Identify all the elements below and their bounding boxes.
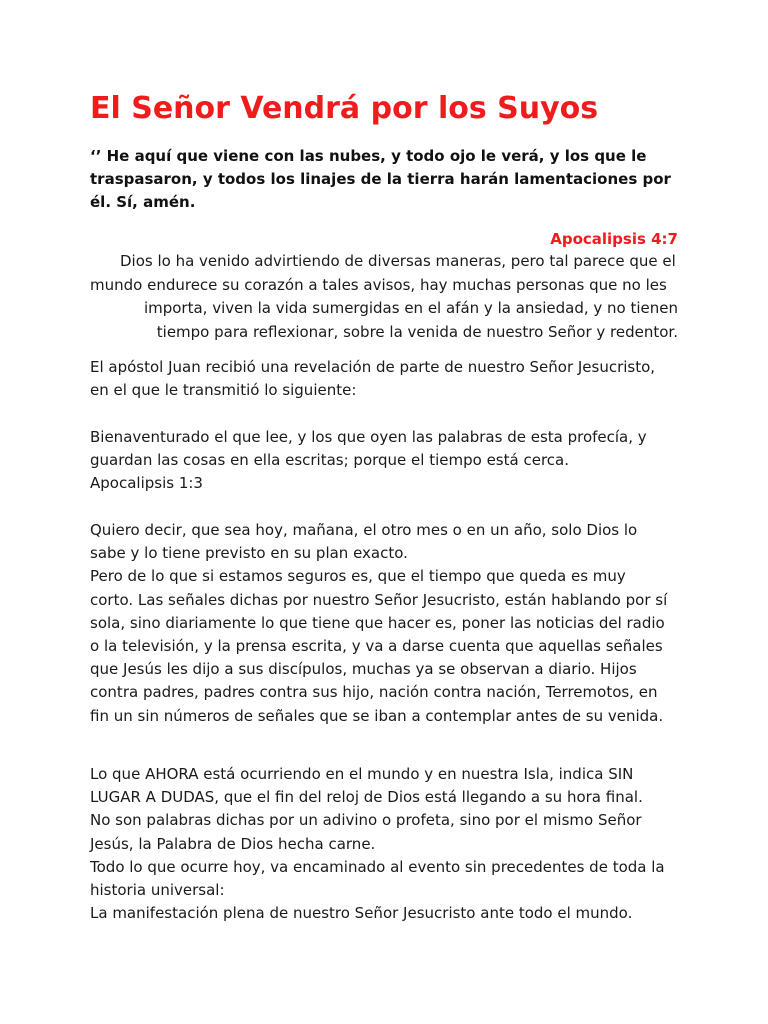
paragraph-line: sabe y lo tiene previsto en su plan exacto. <box>90 544 408 563</box>
body-paragraph-4 <box>90 763 690 925</box>
quote-line: traspasaron, y todos los linajes de la tierra harán lamentaciones por <box>90 170 671 188</box>
quote-line: ‘’ He aquí que viene con las nubes, y todo ojo le verá, y los que le <box>90 147 647 165</box>
paragraph-line: Lo que AHORA está ocurriendo en el mundo y en nuestra Isla, indica SIN <box>90 765 634 783</box>
paragraph-line: LUGAR A DUDAS, que el fin del reloj de Dios está llegando a su hora final. <box>90 788 643 807</box>
paragraph-line: corto. Las señales dichas por nuestro Señor Jesucristo, están hablando por sí <box>90 590 668 609</box>
paragraph-line: La manifestación plena de nuestro Señor Jesucristo ante todo el mundo. <box>90 904 633 923</box>
paragraph-line: Bienaventurado el que lee, y los que oyen las palabras de esta profecía, y <box>90 428 647 446</box>
paragraph-line: fin un sin números de señales que se iban a contemplar antes de su venida. <box>90 706 664 725</box>
body-paragraph-3 <box>90 519 690 728</box>
paragraph-line: Quiero decir, que sea hoy, mañana, el otro mes o en un año, solo Dios lo <box>90 521 638 539</box>
intro-line: mundo endurece su corazón a tales avisos, hay muchas personas que no les <box>90 275 667 294</box>
paragraph-line: que Jesús les dijo a sus discípulos, muchas ya se observan a diario. Hijos <box>90 660 637 679</box>
paragraph-line: guardan las cosas en ella escritas; porque el tiempo está cerca. <box>90 451 569 470</box>
paragraph-line: Pero de lo que si estamos seguros es, que el tiempo que queda es muy <box>90 567 626 586</box>
paragraph-line: No son palabras dichas por un adivino o profeta, sino por el mismo Señor <box>90 811 642 830</box>
intro-line: importa, viven la vida sumergidas en el afán y la ansiedad, y no tienen <box>143 299 678 317</box>
paragraph-line: Jesús, la Palabra de Dios hecha carne. <box>90 834 376 853</box>
paragraph-line: contra padres, padres contra sus hijo, nación contra nación, Terremotos, en <box>90 683 658 702</box>
paragraph-line: Todo lo que ocurre hoy, va encaminado al evento sin precedentes de toda la <box>90 857 665 876</box>
intro-paragraph <box>90 250 678 344</box>
paragraph-line: sola, sino diariamente lo que tiene que hacer es, poner las noticias del radio <box>90 613 665 632</box>
scripture-quote <box>90 145 690 214</box>
body-paragraph-2 <box>90 426 690 496</box>
quote-reference: Apocalipsis 4:7 <box>550 230 678 248</box>
document-title: El Señor Vendrá por los Suyos <box>90 91 599 126</box>
body-paragraph-1 <box>90 356 690 402</box>
paragraph-line: Apocalipsis 1:3 <box>90 474 203 493</box>
paragraph-line: en el que le transmitió lo siguiente: <box>90 381 357 400</box>
quote-line: él. Sí, amén. <box>90 193 196 211</box>
intro-line: Dios lo ha venido advirtiendo de diversas maneras, pero tal parece que el <box>120 252 676 270</box>
paragraph-line: El apóstol Juan recibió una revelación de parte de nuestro Señor Jesucristo, <box>90 358 656 376</box>
paragraph-line: historia universal: <box>90 881 225 900</box>
intro-line: tiempo para reflexionar, sobre la venida de nuestro Señor y redentor. <box>156 322 678 341</box>
paragraph-line: o la televisión, y la prensa escrita, y va a darse cuenta que aquellas señales <box>90 637 663 656</box>
